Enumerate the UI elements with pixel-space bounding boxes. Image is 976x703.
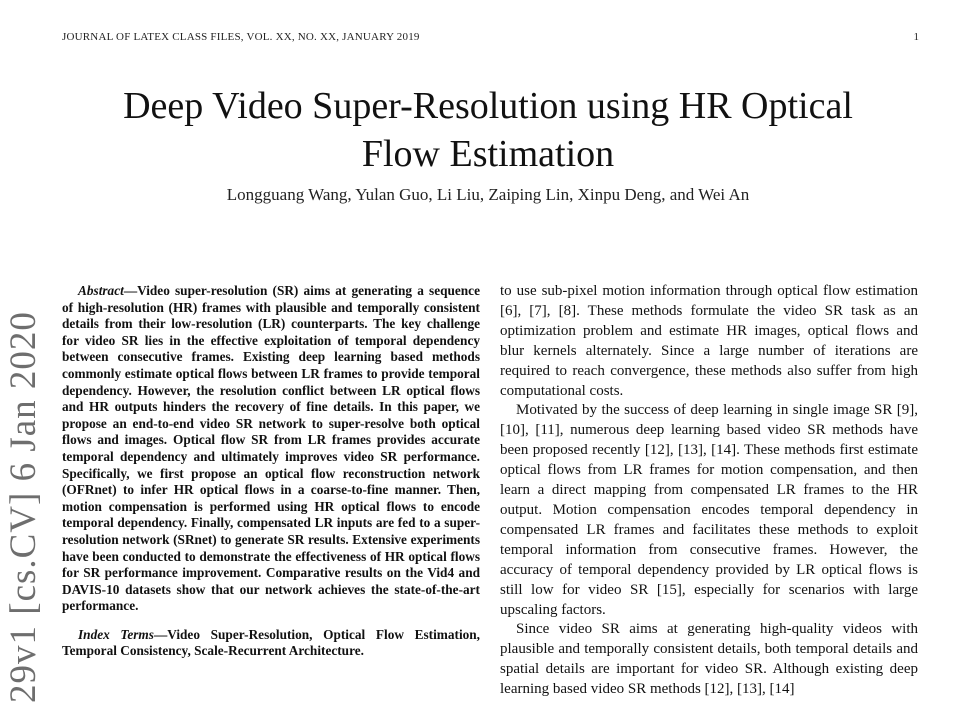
index-terms-paragraph bbox=[62, 627, 480, 660]
author-list: Longguang Wang, Yulan Guo, Li Liu, Zaiping Lin, Xinpu Deng, and Wei An bbox=[226, 185, 750, 204]
body-column-right bbox=[500, 282, 918, 700]
page-number: 1 bbox=[913, 31, 919, 43]
paper-title-line-2: Flow Estimation bbox=[361, 133, 615, 175]
abstract-section bbox=[62, 283, 480, 660]
body-paragraph-1: to use sub-pixel motion information through optical flow estimation [6], [7], [8]. These methods formulate the video SR task as an optimization problem and estimate HR images, optical flows and blur kernels alternately. Since a large number of iterations are required to reach convergence, these methods also suffer from high computational costs. bbox=[500, 283, 918, 399]
paper-title bbox=[60, 82, 916, 178]
index-terms-label: Index Terms bbox=[78, 626, 154, 642]
abstract-paragraph bbox=[62, 283, 480, 615]
abstract-label: Abstract bbox=[78, 283, 124, 298]
arxiv-stamp: 29v1 [cs.CV] 6 Jan 2020 bbox=[3, 311, 44, 703]
body-paragraph-2: Motivated by the success of deep learning in single image SR [9], [10], [11], numerous deep learning based video SR methods have been proposed recently [12], [13], [14]. These methods first estimate optical flows from LR frames for motion compensation, and then learn a direct mapping from compensated LR frames to the HR output. Motion compensation encodes temporal dependency in compensated LR frames and facilitates these methods to exploit temporal information from consecutive frames. However, the accuracy of temporal dependency provided by LR optical flows is still low for video SR [15], especially for scenarios with large upscaling factors. bbox=[500, 402, 918, 618]
body-paragraph-3: Since video SR aims at generating high-quality videos with plausible and temporally consistent details, both temporal details and spatial details are important for video SR. Although existing deep learning based video SR methods [12], [13], [14] bbox=[500, 621, 918, 698]
abstract-text: —Video super-resolution (SR) aims at generating a sequence of high-resolution (HR) frames with plausible and temporally consistent details from their low-resolution (LR) counterparts. The key challenge for video SR lies in the effective exploitation of temporal dependency between consecutive frames. Existing deep learning based methods commonly estimate optical flows between LR frames to provide temporal dependency. However, the resolution conflict between LR optical flows and HR outputs hinders the recovery of fine details. In this paper, we propose an end-to-end video SR network to super-resolve both optical flows and images. Optical flow SR from LR frames provides accurate temporal dependency and ultimately improves video SR performance. Specifically, we first propose an optical flow reconstruction network (OFRnet) to infer HR optical flows in a coarse-to-fine manner. Then, motion compensation is performed using HR optical flows to encode temporal dependency. Finally, compensated LR inputs are fed to a super-resolution network (SRnet) to generate SR results. Extensive experiments have been conducted to demonstrate the effectiveness of HR optical flows for SR performance improvement. Comparative results on the Vid4 and DAVIS-10 datasets show that our network achieves the state-of-the-art performance. bbox=[62, 283, 480, 614]
index-terms-text: —Video Super-Resolution, Optical Flow Estimation, Temporal Consistency, Scale-Recurrent Architecture. bbox=[62, 626, 481, 659]
journal-header: JOURNAL OF LATEX CLASS FILES, VOL. XX, NO. XX, JANUARY 2019 bbox=[62, 31, 420, 43]
paper-title-line-1: Deep Video Super-Resolution using HR Optical bbox=[123, 85, 853, 127]
